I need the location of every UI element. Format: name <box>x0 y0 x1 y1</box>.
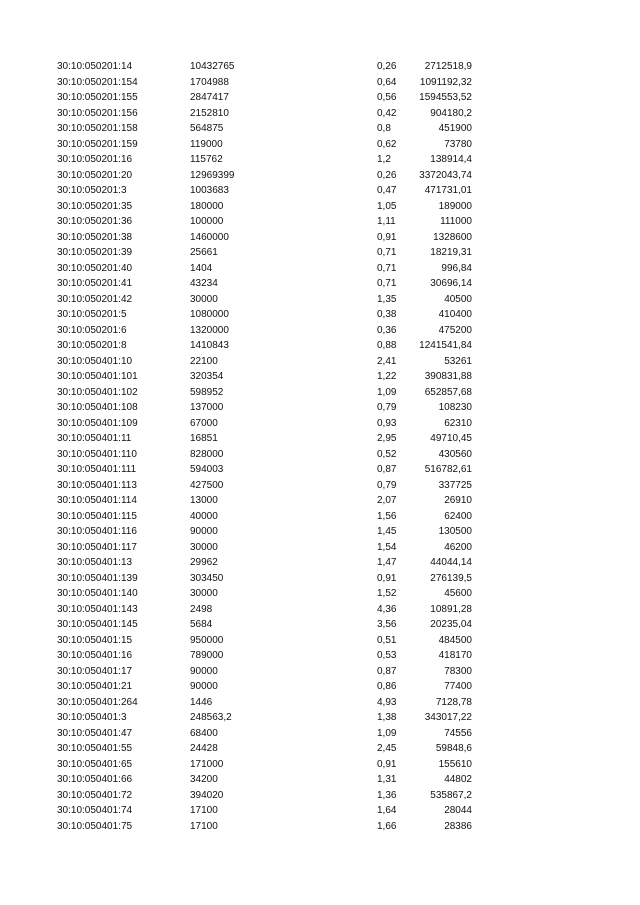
table-row <box>0 230 640 246</box>
rate-cell: 0,52 <box>377 448 397 460</box>
value-cell: 46200 <box>444 541 472 553</box>
cadastral-number-cell: 30:10:050401:66 <box>57 774 133 785</box>
cadastral-number-cell: 30:10:050401:115 <box>57 510 137 522</box>
cadastral-number-cell: 30:10:050201:3 <box>57 185 127 196</box>
rate-cell: 1,09 <box>377 727 397 739</box>
area-cell: 394020 <box>190 789 224 801</box>
value-cell: 3372043,74 <box>419 169 472 181</box>
value-cell: 471731,01 <box>424 185 472 196</box>
table-row <box>0 431 640 447</box>
data-table <box>0 59 640 834</box>
cadastral-number-cell: 30:10:050401:116 <box>57 526 137 537</box>
area-cell: 40000 <box>190 510 218 522</box>
rate-cell: 1,36 <box>377 789 397 801</box>
rate-cell: 0,42 <box>377 107 397 119</box>
cadastral-number-cell: 30:10:050401:10 <box>57 355 133 367</box>
value-cell: 904180,2 <box>430 107 472 119</box>
rate-cell: 0,26 <box>377 169 397 181</box>
rate-cell: 1,56 <box>377 510 397 522</box>
area-cell: 303450 <box>190 572 224 584</box>
table-row <box>0 803 640 819</box>
cadastral-number-cell: 30:10:050401:47 <box>57 727 133 739</box>
cadastral-number-cell: 30:10:050401:21 <box>57 681 133 692</box>
area-cell: 22100 <box>190 355 218 367</box>
cadastral-number-cell: 30:10:050401:264 <box>57 696 138 708</box>
value-cell: 20235,04 <box>430 619 472 630</box>
table-row <box>0 338 640 354</box>
value-cell: 343017,22 <box>424 712 472 723</box>
table-row <box>0 59 640 75</box>
value-cell: 59848,6 <box>435 743 472 754</box>
value-cell: 108230 <box>438 402 472 413</box>
rate-cell: 2,95 <box>377 433 397 444</box>
table-row <box>0 75 640 91</box>
value-cell: 189000 <box>438 200 472 212</box>
area-cell: 1410843 <box>190 340 229 351</box>
cadastral-number-cell: 30:10:050201:39 <box>57 247 133 258</box>
area-cell: 2498 <box>190 603 213 615</box>
cadastral-number-cell: 30:10:050401:17 <box>57 665 133 677</box>
cadastral-number-cell: 30:10:050201:16 <box>57 154 133 165</box>
value-cell: 337725 <box>438 479 472 491</box>
area-cell: 1080000 <box>190 309 229 320</box>
cadastral-number-cell: 30:10:050201:41 <box>57 278 133 289</box>
rate-cell: 0,62 <box>377 138 397 150</box>
area-cell: 950000 <box>190 634 224 646</box>
rate-cell: 0,47 <box>377 185 397 196</box>
cadastral-number-cell: 30:10:050201:38 <box>57 231 133 243</box>
area-cell: 828000 <box>190 448 224 460</box>
area-cell: 2152810 <box>190 107 229 119</box>
area-cell: 17100 <box>190 820 218 832</box>
value-cell: 1241541,84 <box>419 340 472 351</box>
table-row <box>0 354 640 370</box>
value-cell: 130500 <box>438 526 472 537</box>
cadastral-number-cell: 30:10:050201:155 <box>57 92 138 103</box>
value-cell: 73780 <box>444 138 472 150</box>
rate-cell: 0,91 <box>377 758 397 770</box>
value-cell: 28044 <box>444 805 472 816</box>
rate-cell: 0,71 <box>377 278 397 289</box>
value-cell: 62310 <box>444 417 472 429</box>
table-row <box>0 214 640 230</box>
table-row <box>0 137 640 153</box>
table-row <box>0 602 640 618</box>
area-cell: 90000 <box>190 526 218 537</box>
cadastral-number-cell: 30:10:050401:108 <box>57 402 138 413</box>
rate-cell: 0,53 <box>377 650 397 661</box>
cadastral-number-cell: 30:10:050401:111 <box>57 464 137 475</box>
cadastral-number-cell: 30:10:050401:72 <box>57 789 133 801</box>
area-cell: 119000 <box>190 138 223 150</box>
value-cell: 1091192,32 <box>419 76 472 88</box>
rate-cell: 1,38 <box>377 712 397 723</box>
table-row <box>0 292 640 308</box>
area-cell: 598952 <box>190 386 224 398</box>
table-row <box>0 695 640 711</box>
value-cell: 535867,2 <box>430 789 472 801</box>
cadastral-number-cell: 30:10:050201:40 <box>57 262 133 274</box>
table-row <box>0 540 640 556</box>
table-row <box>0 741 640 757</box>
cadastral-number-cell: 30:10:050201:20 <box>57 169 133 181</box>
rate-cell: 0,87 <box>377 464 397 475</box>
rate-cell: 0,79 <box>377 402 397 413</box>
value-cell: 40500 <box>444 293 472 305</box>
cadastral-number-cell: 30:10:050401:11 <box>57 433 132 444</box>
rate-cell: 0,93 <box>377 417 397 429</box>
rate-cell: 4,93 <box>377 696 397 708</box>
table-row <box>0 586 640 602</box>
cadastral-number-cell: 30:10:050401:102 <box>57 386 138 398</box>
value-cell: 44044,14 <box>430 557 472 568</box>
rate-cell: 1,2 <box>377 154 391 165</box>
area-cell: 16851 <box>190 433 218 444</box>
cadastral-number-cell: 30:10:050401:16 <box>57 650 133 661</box>
value-cell: 30696,14 <box>430 278 472 289</box>
area-cell: 1446 <box>190 696 213 708</box>
value-cell: 484500 <box>438 634 472 646</box>
value-cell: 111000 <box>440 216 472 227</box>
cadastral-number-cell: 30:10:050401:13 <box>57 557 133 568</box>
cadastral-number-cell: 30:10:050401:114 <box>57 495 137 506</box>
cadastral-number-cell: 30:10:050201:5 <box>57 309 127 320</box>
cadastral-number-cell: 30:10:050201:36 <box>57 216 133 227</box>
cadastral-number-cell: 30:10:050401:74 <box>57 805 133 816</box>
cadastral-number-cell: 30:10:050401:117 <box>57 541 137 553</box>
value-cell: 451900 <box>438 123 472 134</box>
rate-cell: 1,09 <box>377 386 397 398</box>
area-cell: 1404 <box>190 262 213 274</box>
rate-cell: 0,64 <box>377 76 397 88</box>
value-cell: 45600 <box>444 588 472 599</box>
area-cell: 24428 <box>190 743 218 754</box>
table-row <box>0 121 640 137</box>
value-cell: 1328600 <box>433 231 472 243</box>
area-cell: 43234 <box>190 278 218 289</box>
rate-cell: 0,8 <box>377 123 391 134</box>
area-cell: 67000 <box>190 417 218 429</box>
cadastral-number-cell: 30:10:050401:145 <box>57 619 138 630</box>
rate-cell: 1,54 <box>377 541 397 553</box>
area-cell: 30000 <box>190 541 218 553</box>
cadastral-number-cell: 30:10:050401:113 <box>57 479 137 491</box>
cadastral-number-cell: 30:10:050201:158 <box>57 123 138 134</box>
cadastral-number-cell: 30:10:050201:154 <box>57 76 138 88</box>
cadastral-number-cell: 30:10:050401:139 <box>57 572 138 584</box>
table-row <box>0 90 640 106</box>
area-cell: 100000 <box>190 216 224 227</box>
table-row <box>0 261 640 277</box>
table-row <box>0 447 640 463</box>
cadastral-number-cell: 30:10:050401:75 <box>57 820 133 832</box>
value-cell: 62400 <box>444 510 472 522</box>
rate-cell: 2,07 <box>377 495 397 506</box>
table-row <box>0 772 640 788</box>
rate-cell: 3,56 <box>377 619 397 630</box>
table-row <box>0 106 640 122</box>
area-cell: 137000 <box>190 402 224 413</box>
table-row <box>0 152 640 168</box>
value-cell: 652857,68 <box>424 386 472 398</box>
cadastral-number-cell: 30:10:050201:14 <box>57 61 133 72</box>
area-cell: 30000 <box>190 588 218 599</box>
cadastral-number-cell: 30:10:050201:156 <box>57 107 138 119</box>
table-row <box>0 183 640 199</box>
rate-cell: 1,31 <box>377 774 397 785</box>
area-cell: 180000 <box>190 200 224 212</box>
area-cell: 564875 <box>190 123 224 134</box>
rate-cell: 1,66 <box>377 820 397 832</box>
cadastral-number-cell: 30:10:050201:8 <box>57 340 127 351</box>
cadastral-number-cell: 30:10:050401:3 <box>57 712 127 723</box>
rate-cell: 0,26 <box>377 61 397 72</box>
area-cell: 320354 <box>190 371 224 382</box>
cadastral-number-cell: 30:10:050201:35 <box>57 200 133 212</box>
area-cell: 1460000 <box>190 231 229 243</box>
rate-cell: 0,71 <box>377 247 397 258</box>
value-cell: 1594553,52 <box>419 92 472 103</box>
value-cell: 18219,31 <box>430 247 472 258</box>
rate-cell: 1,35 <box>377 293 397 305</box>
cadastral-number-cell: 30:10:050401:109 <box>57 417 138 429</box>
value-cell: 276139,5 <box>430 572 472 584</box>
area-cell: 12969399 <box>190 169 235 181</box>
table-row <box>0 168 640 184</box>
area-cell: 30000 <box>190 293 218 305</box>
rate-cell: 0,38 <box>377 309 397 320</box>
table-row <box>0 276 640 292</box>
area-cell: 13000 <box>190 495 218 506</box>
rate-cell: 0,91 <box>377 231 397 243</box>
cadastral-number-cell: 30:10:050401:65 <box>57 758 133 770</box>
cadastral-number-cell: 30:10:050401:110 <box>57 448 137 460</box>
rate-cell: 1,52 <box>377 588 397 599</box>
area-cell: 248563,2 <box>190 712 232 723</box>
value-cell: 26910 <box>444 495 472 506</box>
value-cell: 53261 <box>444 355 472 367</box>
value-cell: 516782,61 <box>424 464 472 475</box>
value-cell: 44802 <box>444 774 472 785</box>
table-row <box>0 710 640 726</box>
table-row <box>0 648 640 664</box>
table-row <box>0 462 640 478</box>
area-cell: 789000 <box>190 650 224 661</box>
area-cell: 10432765 <box>190 61 235 72</box>
rate-cell: 0,86 <box>377 681 397 692</box>
table-row <box>0 679 640 695</box>
value-cell: 77400 <box>444 681 472 692</box>
table-row <box>0 617 640 633</box>
table-row <box>0 369 640 385</box>
area-cell: 25661 <box>190 247 218 258</box>
area-cell: 34200 <box>190 774 218 785</box>
table-row <box>0 633 640 649</box>
cadastral-number-cell: 30:10:050201:42 <box>57 293 133 305</box>
table-row <box>0 416 640 432</box>
area-cell: 1320000 <box>190 324 229 336</box>
table-row <box>0 788 640 804</box>
value-cell: 7128,78 <box>435 696 472 708</box>
table-row <box>0 819 640 835</box>
area-cell: 68400 <box>190 727 218 739</box>
value-cell: 475200 <box>438 324 472 336</box>
rate-cell: 0,79 <box>377 479 397 491</box>
value-cell: 155610 <box>438 758 472 770</box>
value-cell: 78300 <box>444 665 472 677</box>
table-row <box>0 509 640 525</box>
cadastral-number-cell: 30:10:050401:15 <box>57 634 133 646</box>
rate-cell: 1,11 <box>377 216 396 227</box>
area-cell: 171000 <box>190 758 224 770</box>
table-row <box>0 571 640 587</box>
value-cell: 138914,4 <box>430 154 472 165</box>
table-row <box>0 524 640 540</box>
rate-cell: 0,71 <box>377 262 397 274</box>
value-cell: 49710,45 <box>430 433 472 444</box>
rate-cell: 1,64 <box>377 805 397 816</box>
rate-cell: 1,47 <box>377 557 397 568</box>
table-row <box>0 307 640 323</box>
rate-cell: 4,36 <box>377 603 397 615</box>
table-row <box>0 245 640 261</box>
value-cell: 2712518,9 <box>424 61 472 72</box>
rate-cell: 1,45 <box>377 526 397 537</box>
value-cell: 418170 <box>438 650 472 661</box>
rate-cell: 0,36 <box>377 324 397 336</box>
area-cell: 1003683 <box>190 185 229 196</box>
table-row <box>0 478 640 494</box>
rate-cell: 0,56 <box>377 92 397 103</box>
table-row <box>0 400 640 416</box>
value-cell: 390831,88 <box>424 371 472 382</box>
area-cell: 5684 <box>190 619 213 630</box>
value-cell: 430560 <box>438 448 472 460</box>
area-cell: 17100 <box>190 805 218 816</box>
table-row <box>0 385 640 401</box>
area-cell: 594003 <box>190 464 224 475</box>
table-row <box>0 726 640 742</box>
rate-cell: 2,45 <box>377 743 397 754</box>
rate-cell: 1,05 <box>377 200 397 212</box>
value-cell: 28386 <box>444 820 472 832</box>
area-cell: 90000 <box>190 665 218 677</box>
rate-cell: 0,88 <box>377 340 397 351</box>
area-cell: 1704988 <box>190 76 229 88</box>
area-cell: 115762 <box>190 154 223 165</box>
table-row <box>0 555 640 571</box>
value-cell: 74556 <box>444 727 472 739</box>
rate-cell: 1,22 <box>377 371 397 382</box>
table-row <box>0 757 640 773</box>
cadastral-number-cell: 30:10:050401:55 <box>57 743 133 754</box>
rate-cell: 2,41 <box>377 355 397 367</box>
rate-cell: 0,87 <box>377 665 397 677</box>
value-cell: 996,84 <box>441 262 472 274</box>
table-row <box>0 493 640 509</box>
table-row <box>0 323 640 339</box>
area-cell: 29962 <box>190 557 218 568</box>
value-cell: 10891,28 <box>430 603 472 615</box>
rate-cell: 0,51 <box>377 634 397 646</box>
cadastral-number-cell: 30:10:050201:159 <box>57 138 138 150</box>
area-cell: 427500 <box>190 479 224 491</box>
cadastral-number-cell: 30:10:050401:143 <box>57 603 138 615</box>
value-cell: 410400 <box>438 309 472 320</box>
table-row <box>0 664 640 680</box>
area-cell: 90000 <box>190 681 218 692</box>
cadastral-number-cell: 30:10:050401:140 <box>57 588 138 599</box>
rate-cell: 0,91 <box>377 572 397 584</box>
cadastral-number-cell: 30:10:050201:6 <box>57 324 127 336</box>
table-row <box>0 199 640 215</box>
cadastral-number-cell: 30:10:050401:101 <box>57 371 138 382</box>
area-cell: 2847417 <box>190 92 229 103</box>
